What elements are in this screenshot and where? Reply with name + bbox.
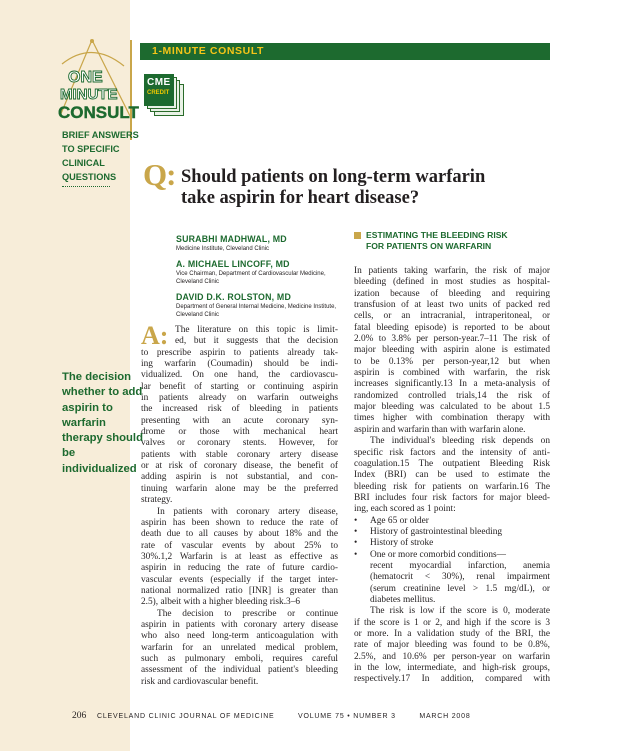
body-text-line: if the score is 1 or 2, and high if the score is 3 bbox=[354, 617, 550, 628]
body-text-line: The individual's bleeding risk depends on bbox=[370, 436, 550, 447]
bullet-dot-icon: • bbox=[354, 515, 358, 526]
body-text-line: respectively.17 In addition, compared with bbox=[354, 674, 550, 685]
body-text-line: 2.0% to 3.8% per person-year.7–11 The risk of bbox=[354, 334, 550, 345]
body-text-line: or more. In a validation study of the BRI, the bbox=[354, 629, 550, 639]
author-name: A. MICHAEL LINCOFF, MD bbox=[176, 259, 290, 269]
body-text-line: 2.5), albeit with a higher bleeding risk.3–6 bbox=[141, 597, 301, 608]
body-text-line: ed, but it suggests that the decision bbox=[175, 336, 338, 347]
body-text-line: (hematocrit < 30%), renal impairment bbox=[370, 572, 550, 583]
body-text-line: vascular events (especially if the target inter- bbox=[141, 574, 338, 585]
body-text-line: lar benefit of starting or continuing aspirin bbox=[141, 381, 338, 392]
body-text-line: bleeding (defined in most studies as hospital- bbox=[354, 277, 550, 288]
tagline-dotted-rule bbox=[62, 186, 110, 187]
body-text-line: increases significantly.13 In a meta-analysis of bbox=[354, 379, 550, 390]
pull-quote-line: The decision bbox=[62, 371, 132, 383]
tagline-line: QUESTIONS bbox=[62, 172, 117, 182]
body-text-line: fatal bleeding episode) is reported to be about bbox=[354, 322, 550, 333]
answer-column bbox=[141, 325, 338, 688]
body-text-line: risk and cardiovascular benefit. bbox=[141, 676, 259, 687]
body-text-line: ing, each scored as 1 point: bbox=[354, 504, 456, 515]
tagline-line: TO SPECIFIC bbox=[62, 144, 120, 154]
section-heading-line: FOR PATIENTS ON WARFARIN bbox=[366, 241, 492, 251]
title-line: take aspirin for heart disease? bbox=[181, 188, 420, 208]
pull-quote-line: whether to add bbox=[62, 386, 143, 399]
volume-number: VOLUME 75 • NUMBER 3 bbox=[298, 713, 396, 720]
body-text-line: bleeding risk for patients on warfarin.16 The bbox=[354, 481, 550, 492]
body-text-line: recent myocardial infarction, anemia bbox=[370, 560, 550, 571]
body-text-line: In patients taking warfarin, the risk of major bbox=[354, 266, 550, 276]
body-text-line: death due to all causes by about 18% and the bbox=[141, 529, 338, 540]
page-number: 206 bbox=[72, 711, 87, 721]
body-text-line: randomized controlled trials,14 the risk of bbox=[354, 390, 550, 401]
body-text-line: aspirin and warfarin than with warfarin alone. bbox=[354, 424, 526, 435]
bullet-text: History of stroke bbox=[370, 538, 434, 549]
logo-text-line: MINUTE bbox=[60, 86, 118, 103]
body-text-line: adding aspirin is not substantial, and con- bbox=[141, 472, 338, 483]
body-text-line: BRI includes four risk factors for major bleed- bbox=[354, 492, 550, 503]
body-text-line: rate of vascular events by about 25% to bbox=[141, 540, 338, 551]
body-text-line: coagulation.15 The outpatient Bleeding Risk bbox=[354, 458, 550, 469]
body-text-line: aspirin in patients with coronary artery disease bbox=[141, 619, 338, 630]
author-affiliation: Cleveland Clinic bbox=[176, 279, 220, 285]
article-title bbox=[181, 167, 561, 209]
body-text-line: aspirin in reducing the rate of future cardio- bbox=[141, 563, 338, 574]
logo-text-line: CONSULT bbox=[58, 103, 139, 122]
bullet-text: History of gastrointestinal bleeding bbox=[370, 526, 503, 537]
author-entry bbox=[176, 234, 346, 253]
tagline-line: BRIEF ANSWERS bbox=[62, 130, 139, 140]
pull-quote-line: aspirin to bbox=[62, 401, 113, 414]
body-text-line: strategy. bbox=[141, 495, 173, 506]
body-text-line: The literature on this topic is limit- bbox=[175, 325, 338, 335]
cme-label: CME bbox=[147, 77, 171, 88]
tagline-line: CLINICAL bbox=[62, 158, 105, 168]
banner-label: 1-MINUTE CONSULT bbox=[152, 45, 265, 57]
bullet-text: Age 65 or older bbox=[370, 515, 429, 526]
body-text-line: (serum creatinine level > 1.5 mg/dL), or bbox=[370, 583, 550, 594]
issue-date: MARCH 2008 bbox=[419, 713, 471, 720]
body-text-line: ization because of bleeding and requiring bbox=[354, 288, 550, 299]
cme-credit-badge bbox=[144, 74, 186, 118]
body-text-line: to be 0.13% per person-year,12 but when bbox=[354, 356, 550, 367]
bullet-item bbox=[354, 516, 550, 527]
author-list bbox=[176, 234, 346, 325]
body-text-line: vidualized. On one hand, the cardiovascu- bbox=[141, 370, 338, 381]
body-text-line: major bleeding with aspirin alone is estimated bbox=[354, 345, 550, 356]
body-text-line: specific risk factors and the intensity of anti- bbox=[354, 447, 550, 458]
author-affiliation: Department of General Internal Medicine, Medicine Institute, bbox=[176, 304, 337, 310]
body-text-line: presenting with an acute coronary syn- bbox=[141, 415, 338, 426]
body-text-line: 30%.1,2 Warfarin is at least as effective as bbox=[141, 551, 338, 562]
body-text-line: aspirin is combined with warfarin, the risk bbox=[354, 368, 550, 379]
body-text-line: to prescribe aspirin to patients already tak- bbox=[141, 347, 338, 358]
pull-quote-line: warfarin bbox=[62, 416, 106, 429]
body-text-line: The risk is low if the score is 0, moderate bbox=[370, 606, 550, 617]
pull-quote-line: individualized bbox=[62, 462, 137, 475]
pull-quote bbox=[62, 370, 143, 477]
body-text-line: assessment of the individual patient's bleeding bbox=[141, 665, 338, 676]
cme-credit-label: CREDIT bbox=[147, 90, 170, 96]
bullet-dot-icon: • bbox=[354, 549, 358, 560]
body-text-line: patients with stable coronary artery disease bbox=[141, 449, 338, 460]
author-name: DAVID D.K. ROLSTON, MD bbox=[176, 292, 292, 302]
bullet-item bbox=[354, 538, 550, 549]
author-entry bbox=[176, 292, 346, 319]
author-affiliation: Cleveland Clinic bbox=[176, 312, 220, 318]
bullet-item bbox=[354, 527, 550, 538]
body-text-line: ing warfarin (Coumadin) should be indi- bbox=[141, 359, 338, 370]
author-entry bbox=[176, 259, 346, 286]
body-text-line: in patients already on warfarin outweighs bbox=[141, 393, 338, 404]
body-text-line: national normalized ratio [INR] is greater than bbox=[141, 585, 338, 596]
logo-text-line: ONE bbox=[68, 69, 103, 86]
bullet-item bbox=[354, 550, 550, 561]
bleeding-risk-column bbox=[354, 266, 550, 686]
body-text-line: cells, or an intracranial, intraperitoneal, or bbox=[354, 311, 550, 322]
body-text-line: aspirin has been shown to reduce the rate of bbox=[141, 517, 338, 528]
body-text-line: tinuing warfarin alone may be the preferred bbox=[141, 483, 338, 494]
pull-quote-line: therapy should bbox=[62, 432, 143, 445]
body-text-line: The decision to prescribe or continue bbox=[157, 608, 338, 619]
answer-marker: A: bbox=[141, 321, 169, 350]
body-text-line: Index (BRI) can be used to estimate the bbox=[354, 470, 550, 481]
journal-name: CLEVELAND CLINIC JOURNAL OF MEDICINE bbox=[97, 713, 275, 720]
author-name: SURABHI MADHWAL, MD bbox=[176, 234, 287, 244]
body-text-line: 2.5%, and 10.6% per person-year on warfarin bbox=[354, 651, 550, 662]
heading-square-icon bbox=[354, 232, 361, 239]
body-text-line: rate of major bleeding was found to be 0.8%, bbox=[354, 640, 550, 651]
author-affiliation: Vice Chairman, Department of Cardiovascular Medicine, bbox=[176, 271, 326, 277]
title-line: Should patients on long-term warfarin bbox=[181, 167, 486, 187]
page-footer bbox=[72, 711, 471, 721]
body-text-line: drome or those with mechanical heart bbox=[141, 427, 338, 438]
body-text-line: transfusion of at least two units of packed red bbox=[354, 300, 550, 311]
author-affiliation: Medicine Institute, Cleveland Clinic bbox=[176, 246, 270, 252]
bullet-dot-icon: • bbox=[354, 526, 358, 537]
bullet-dot-icon: • bbox=[354, 538, 358, 549]
pull-quote-line: be bbox=[62, 447, 76, 460]
body-text-line: warfarin for an unrelated medical problem, bbox=[141, 642, 338, 653]
question-marker: Q: bbox=[143, 157, 176, 192]
body-text-line: in the low, intermediate, and high-risk groups, bbox=[354, 663, 550, 674]
body-text-line: the increased risk of bleeding in patients bbox=[141, 404, 338, 415]
body-text-line: diabetes mellitus. bbox=[370, 594, 436, 605]
body-text-line: who also need long-term anticoagulation with bbox=[141, 631, 338, 642]
brief-answers-tagline bbox=[62, 128, 139, 184]
body-text-line: such as pulmonary emboli, requires careful bbox=[141, 653, 338, 664]
bullet-text: One or more comorbid conditions— bbox=[370, 549, 506, 560]
section-banner bbox=[140, 43, 550, 60]
body-text-line: In patients with coronary artery disease, bbox=[157, 506, 338, 517]
section-heading-line: ESTIMATING THE BLEEDING RISK bbox=[366, 230, 508, 240]
body-text-line: major bleeding was calculated to be about 1.5 bbox=[354, 402, 550, 413]
body-text-line: or at risk of coronary disease, the benefit of bbox=[141, 461, 338, 472]
body-text-line: valves or coronary stents. However, for bbox=[141, 438, 338, 449]
body-text-line: times higher with combination therapy with bbox=[354, 413, 550, 424]
